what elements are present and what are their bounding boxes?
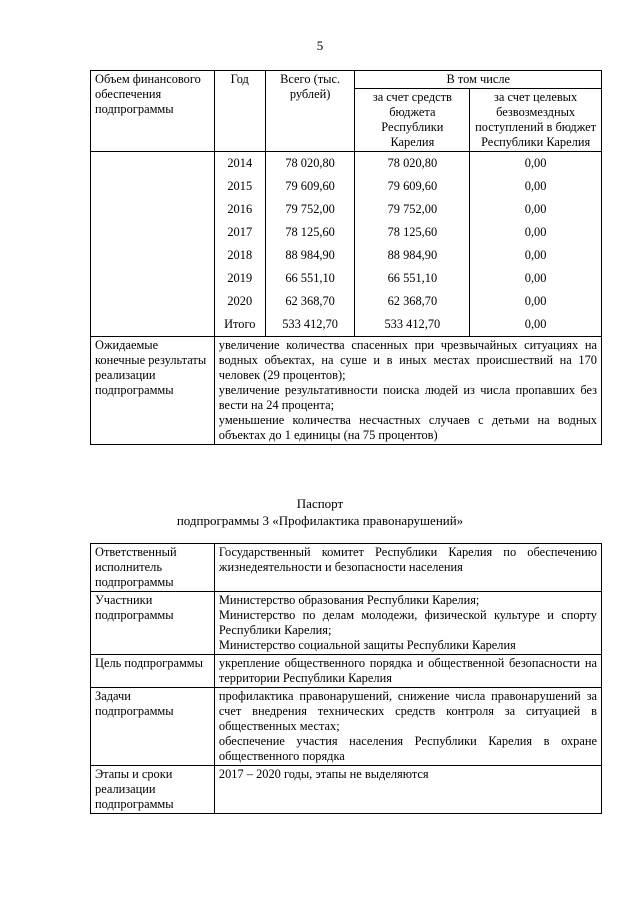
year-cell: 2015: [214, 175, 265, 198]
result-item: уменьшение количества несчастных случаев с детьми на водных объектах до 1 единицы (на 75 процентов): [218, 413, 597, 442]
targeted-header: за счет целевых безвозмездных поступлений в бюджет Республики Карелия: [470, 89, 602, 152]
passport-paragraph: Государственный комитет Республики Карелия по обеспечению жизнедеятельности и безопасности населения: [218, 545, 597, 574]
year-cell: 2020: [214, 290, 265, 313]
targeted-cell: 0,00: [470, 175, 602, 198]
budget-cell: 79 609,60: [355, 175, 470, 198]
results-label: Ожидаемые конечные результаты реализации подпрограммы: [91, 337, 215, 445]
passport-row-label: Участники подпрограммы: [91, 592, 215, 655]
targeted-cell: 0,00: [470, 267, 602, 290]
budget-header: за счет средств бюджета Республики Карелия: [355, 89, 470, 152]
passport-paragraph: Министерство социальной защиты Республики Карелия: [218, 638, 516, 652]
passport-row: [91, 766, 602, 814]
passport-subtitle: подпрограммы 3 «Профилактика правонарушений»: [176, 513, 464, 528]
passport-table: [90, 543, 602, 814]
budget-cell: 66 551,10: [355, 267, 470, 290]
total-cell: 79 752,00: [265, 198, 355, 221]
result-item: увеличение результативности поиска людей из числа пропавших без вести на 24 процента;: [218, 383, 597, 412]
budget-cell: 88 984,90: [355, 244, 470, 267]
including-header: В том числе: [355, 71, 602, 89]
year-cell: Итого: [214, 313, 265, 337]
budget-cell: 62 368,70: [355, 290, 470, 313]
total-cell: 78 020,80: [265, 152, 355, 176]
targeted-cell: 0,00: [470, 198, 602, 221]
total-header: Всего (тыс. рублей): [265, 71, 355, 152]
passport-row: [91, 688, 602, 766]
passport-row-content: [214, 592, 601, 655]
total-cell: 88 984,90: [265, 244, 355, 267]
targeted-cell: 0,00: [470, 313, 602, 337]
passport-paragraph: профилактика правонарушений, снижение числа правонарушений за счет внедрения технических средств контроля за ситуацией в общественных местах;: [218, 689, 597, 733]
year-header: Год: [214, 71, 265, 152]
financing-label: Объем финансового обеспечения подпрограммы: [91, 71, 215, 152]
total-cell: 66 551,10: [265, 267, 355, 290]
targeted-cell: 0,00: [470, 152, 602, 176]
budget-cell: 79 752,00: [355, 198, 470, 221]
passport-paragraph: Министерство образования Республики Карелия;: [218, 593, 480, 607]
total-cell: 533 412,70: [265, 313, 355, 337]
passport-row-label: Задачи подпрограммы: [91, 688, 215, 766]
budget-cell: 78 125,60: [355, 221, 470, 244]
passport-row-label: Цель подпрограммы: [91, 655, 215, 688]
passport-paragraph: обеспечение участия населения Республики Карелия в охране общественного порядка: [218, 734, 597, 763]
targeted-cell: 0,00: [470, 221, 602, 244]
targeted-cell: 0,00: [470, 244, 602, 267]
total-cell: 78 125,60: [265, 221, 355, 244]
year-cell: 2016: [214, 198, 265, 221]
total-cell: 62 368,70: [265, 290, 355, 313]
passport-row-content: [214, 766, 601, 814]
passport-row-label: Ответственный исполнитель подпрограммы: [91, 544, 215, 592]
passport-row: [91, 655, 602, 688]
year-cell: 2019: [214, 267, 265, 290]
passport-paragraph: укрепление общественного порядка и общественной безопасности на территории Республики Карелия: [218, 656, 597, 685]
total-cell: 79 609,60: [265, 175, 355, 198]
year-cell: 2018: [214, 244, 265, 267]
financing-row: [91, 152, 602, 176]
passport-row-label: Этапы и сроки реализации подпрограммы: [91, 766, 215, 814]
budget-cell: 533 412,70: [355, 313, 470, 337]
passport-title: Паспорт: [296, 496, 344, 511]
passport-row: [91, 544, 602, 592]
year-cell: 2017: [214, 221, 265, 244]
financing-table: [90, 70, 602, 445]
year-cell: 2014: [214, 152, 265, 176]
passport-row-content: [214, 544, 601, 592]
passport-paragraph: 2017 – 2020 годы, этапы не выделяются: [218, 767, 429, 781]
passport-row: [91, 592, 602, 655]
passport-row-content: [214, 655, 601, 688]
financing-label-spacer: [91, 152, 215, 337]
page-number: 5: [316, 38, 324, 53]
result-item: увеличение количества спасенных при чрезвычайных ситуациях на водных объектах, на суше и в иных местах происшествий на 170 человек (29 процентов);: [218, 338, 597, 382]
passport-paragraph: Министерство по делам молодежи, физической культуре и спорту Республики Карелия;: [218, 608, 597, 637]
targeted-cell: 0,00: [470, 290, 602, 313]
passport-row-content: [214, 688, 601, 766]
results-content: [214, 337, 601, 445]
budget-cell: 78 020,80: [355, 152, 470, 176]
